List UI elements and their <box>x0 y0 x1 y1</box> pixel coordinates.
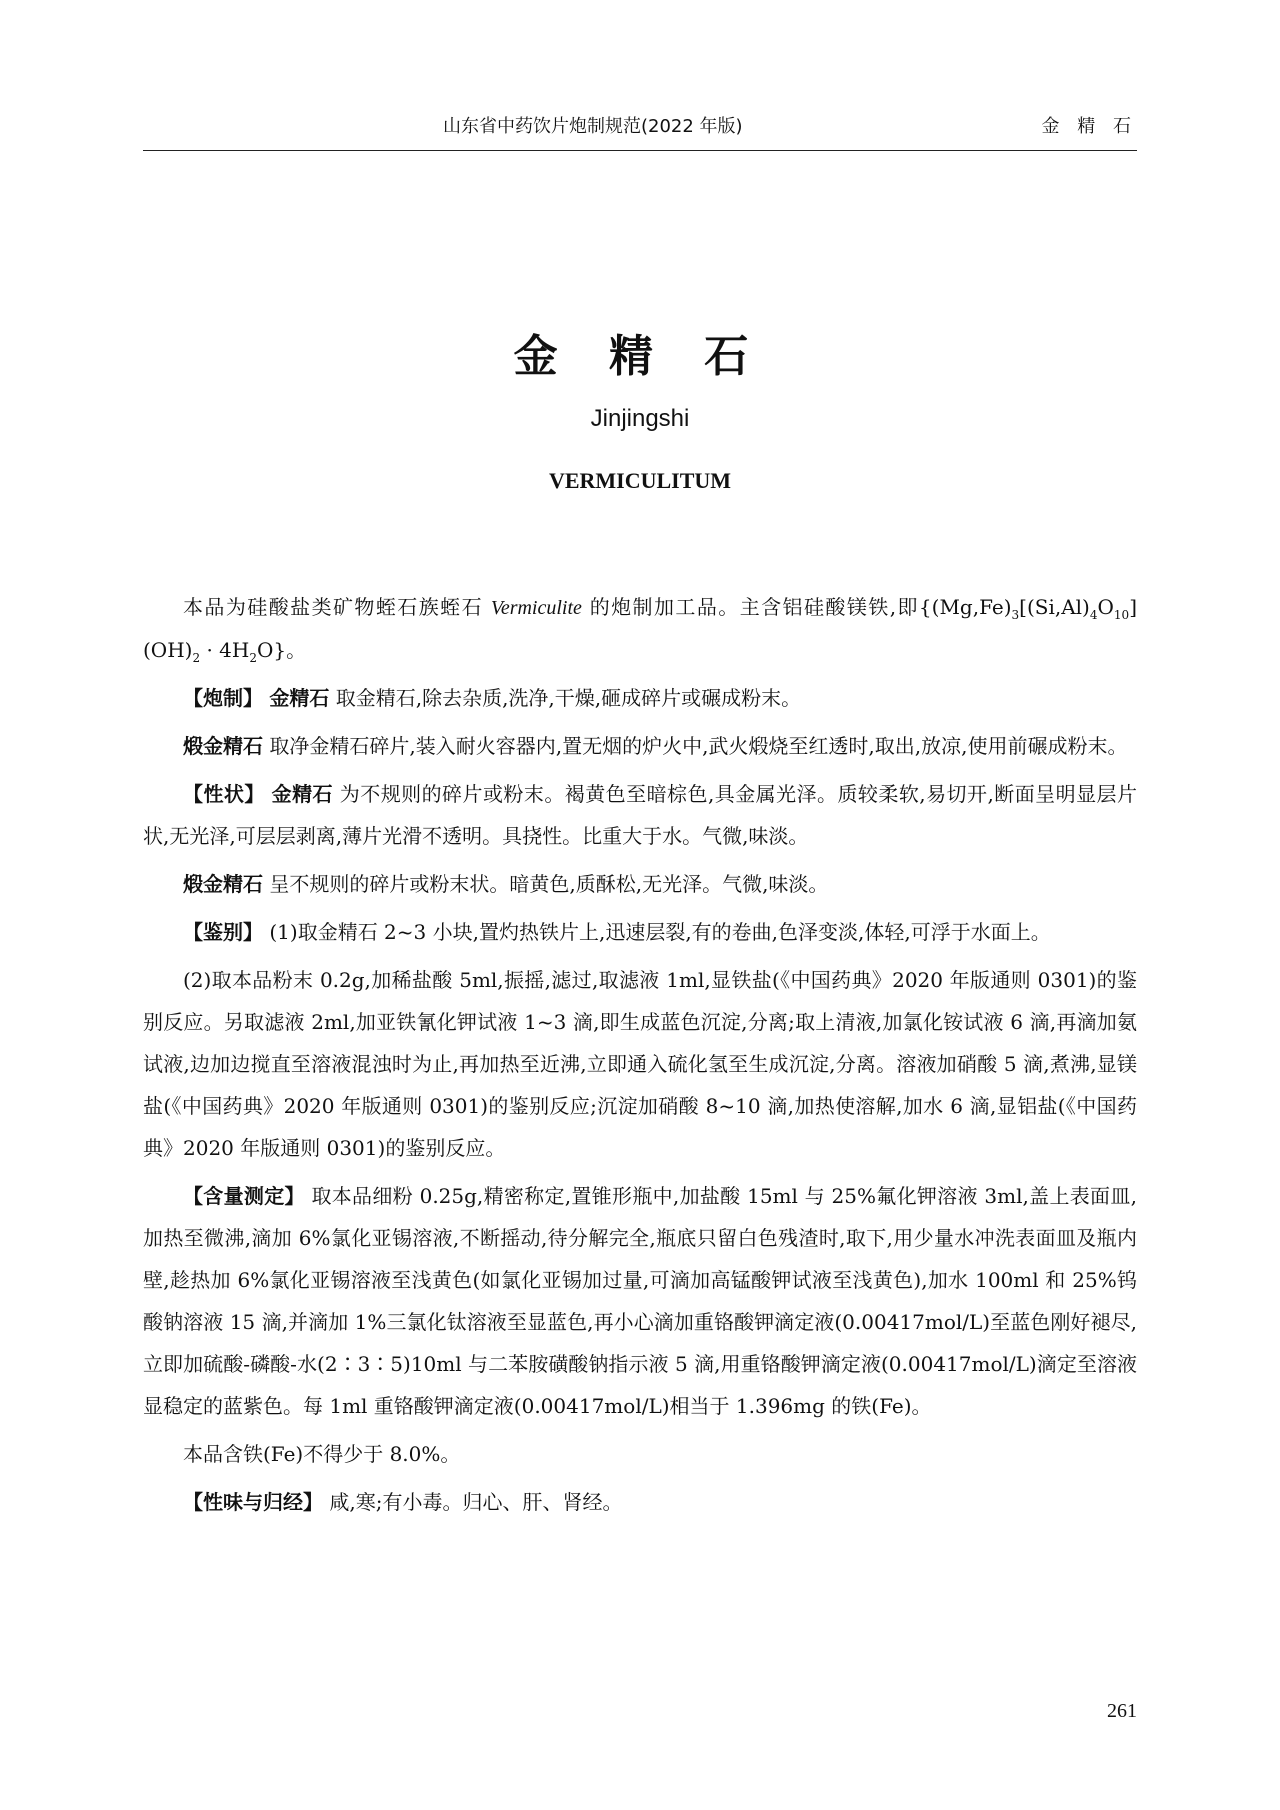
section-label-hanliang: 【含量测定】 <box>183 1184 305 1208</box>
subheading: 煅金精石 <box>183 872 263 896</box>
section-text: 咸,寒;有小毒。归心、肝、肾经。 <box>329 1490 623 1514</box>
formula-sub: 2 <box>249 651 257 665</box>
section-label-jianbie: 【鉴别】 <box>183 920 263 944</box>
xingzhuang-paragraph <box>143 773 1137 857</box>
monograph-body <box>143 586 1137 1529</box>
species-name: Vermiculite <box>490 597 582 619</box>
xingzhuang-paragraph-2 <box>143 863 1137 905</box>
intro-text: 本品为硅酸盐类矿物蛭石族蛭石 <box>183 595 491 619</box>
section-text: 呈不规则的碎片或粉末状。暗黄色,质酥松,无光泽。气微,味淡。 <box>269 872 829 896</box>
page-number: 261 <box>1107 1700 1137 1722</box>
paozhi-paragraph <box>143 677 1137 719</box>
formula-part: [(Si,Al) <box>1019 595 1090 619</box>
subheading: 金精石 <box>269 686 330 710</box>
intro-text-2: 的炮制加工品。主含铝硅酸镁铁,即{(Mg,Fe) <box>581 595 1012 619</box>
running-header <box>143 112 1137 142</box>
formula-part: O <box>1097 595 1114 619</box>
section-label-xingwei: 【性味与归经】 <box>183 1490 323 1514</box>
section-text: (1)取金精石 2~3 小块,置灼热铁片上,迅速层裂,有的卷曲,色泽变淡,体轻,可浮于水面上。 <box>269 920 1051 944</box>
header-rule <box>143 150 1137 151</box>
section-text: 为不规则的碎片或粉末。褐黄色至暗棕色,具金属光泽。质较柔软,易切开,断面呈明显层片状,无光泽,可层层剥离,薄片光滑不透明。具挠性。比重大于水。气微,味淡。 <box>143 782 1137 848</box>
hanliang-paragraph <box>143 1175 1137 1427</box>
page-title: 金 精 石 <box>513 331 767 382</box>
section-text: 取本品细粉 0.25g,精密称定,置锥形瓶中,加盐酸 15ml 与 25%氟化钾溶液 3ml,盖上表面皿,加热至微沸,滴加 6%氯化亚锡溶液,不断摇动,待分解完全,瓶底只留白色残渣时,取下,用少量水冲洗表面皿及瓶内壁,趁热加 6%氯化亚锡溶液至浅黄色(如氯化亚锡加过量,可滴加高锰酸钾试液至浅黄色),加水 100ml 和 25%钨酸钠溶液 15 滴,并滴加 1%三氯化钛溶液至显蓝色,再小心滴加重铬酸钾滴定液(0.00417mol/L)至蓝色刚好褪尽,立即加硫酸-磷酸-水(2∶3∶5)10ml 与二苯胺磺酸钠指示液 5 滴,用重铬酸钾滴定液(0.00417mol/L)滴定至溶液显稳定的蓝紫色。每 1ml 重铬酸钾滴定液(0.00417mol/L)相当于 1.396mg 的铁(Fe)。 <box>143 1184 1138 1418</box>
latin-name: VERMICULITUM <box>548 468 732 493</box>
pinyin-name: Jinjingshi <box>590 405 690 432</box>
jianbie-paragraph-2 <box>143 959 1137 1169</box>
section-label-paozhi: 【炮制】 <box>183 686 263 710</box>
formula-sub: 2 <box>192 651 201 665</box>
formula-part: O}。 <box>256 638 307 662</box>
formula-sub: 10 <box>1113 608 1130 622</box>
book-title: 山东省中药饮片炮制规范(2022 年版) <box>443 116 743 137</box>
formula-sub: 3 <box>1011 608 1020 622</box>
intro-paragraph <box>143 586 1137 671</box>
section-text: 取净金精石碎片,装入耐火容器内,置无烟的炉火中,武火煅烧至红透时,取出,放凉,使用前碾成粉末。 <box>269 734 1128 758</box>
section-label-xingzhuang: 【性状】 <box>183 782 265 806</box>
jianbie-paragraph <box>143 911 1137 953</box>
section-text: (2)取本品粉末 0.2g,加稀盐酸 5ml,振摇,滤过,取滤液 1ml,显铁盐(《中国药典》2020 年版通则 0301)的鉴别反应。另取滤液 2ml,加亚铁氰化钾试液 1~3 滴,即生成蓝色沉淀,分离;取上清液,加氯化铵试液 6 滴,再滴加氨试液,边加边搅直至溶液混浊时为止,再加热至近沸,立即通入硫化氢至生成沉淀,分离。溶液加硝酸 5 滴,煮沸,显镁盐(《中国药典》2020 年版通则 0301)的鉴别反应;沉淀加硝酸 8~10 滴,加热使溶解,加水 6 滴,显铝盐(《中国药典》2020 年版通则 0301)的鉴别反应。 <box>143 968 1137 1160</box>
formula-part: ](OH) <box>143 595 1137 662</box>
paozhi-paragraph-2 <box>143 725 1137 767</box>
formula-sub: 4 <box>1089 608 1098 622</box>
hanliang-limit-paragraph <box>143 1433 1137 1475</box>
header-herb-name: 金 精 石 <box>1041 116 1137 137</box>
xingwei-paragraph <box>143 1481 1137 1523</box>
subheading: 金精石 <box>271 782 333 806</box>
subheading: 煅金精石 <box>183 734 263 758</box>
section-text: 本品含铁(Fe)不得少于 8.0%。 <box>183 1442 461 1466</box>
section-text: 取金精石,除去杂质,洗净,干燥,砸成碎片或碾成粉末。 <box>335 686 802 710</box>
formula-part: · 4H <box>200 638 250 662</box>
